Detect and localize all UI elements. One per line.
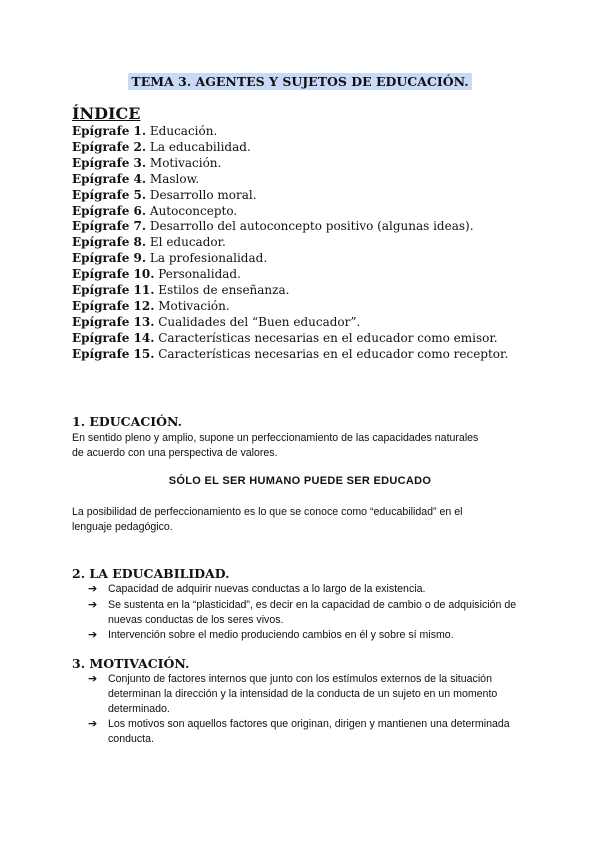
index-item	[72, 156, 508, 172]
index-item-text: Personalidad.	[154, 267, 241, 282]
index-item-label: Epígrafe 7.	[72, 219, 147, 234]
index-item-label: Epígrafe 8.	[72, 235, 147, 250]
index-item	[72, 172, 508, 188]
index-item-text: Características necesarias en el educador como receptor.	[154, 346, 509, 361]
arrow-right-icon: ➔	[88, 673, 98, 685]
index-item-text: Motivación.	[154, 298, 230, 313]
index-item-label: Epígrafe 11.	[72, 283, 155, 298]
index-item-label: Epígrafe 15.	[72, 346, 155, 361]
section-2-heading: 2. LA EDUCABILIDAD.	[72, 566, 230, 581]
section-1-emphasis: SÓLO EL SER HUMANO PUEDE SER EDUCADO	[168, 475, 432, 487]
index-heading: ÍNDICE	[72, 104, 141, 123]
bullet-text: Capacidad de adquirir nuevas conductas a lo largo de la existencia.	[108, 583, 426, 595]
section-1-heading: 1. EDUCACIÓN.	[72, 414, 182, 429]
section-3-bullets	[88, 672, 528, 748]
index-item-text: Cualidades del “Buen educador”.	[154, 314, 361, 329]
bullet-text: Conjunto de factores internos que junto con los estímulos externos de la situación determinan la dirección y la intensidad de la conducta de un sujeto en un momento determinado.	[108, 673, 498, 715]
bullet-text: Intervención sobre el medio produciendo cambios en él y sobre sí mismo.	[108, 629, 454, 642]
index-item-text: La educabilidad.	[146, 139, 251, 154]
index-list	[72, 124, 508, 363]
section-2-bullets	[88, 582, 528, 644]
bullet-text: Los motivos son aquellos factores que originan, dirigen y mantienen una determinada conducta.	[108, 718, 510, 746]
index-item-label: Epígrafe 10.	[72, 267, 155, 282]
bullet-item	[88, 628, 528, 643]
section-3-heading: 3. MOTIVACIÓN.	[72, 656, 190, 671]
index-item-label: Epígrafe 14.	[72, 330, 155, 345]
bullet-item	[88, 598, 528, 628]
index-item-text: Desarrollo del autoconcepto positivo (algunas ideas).	[146, 219, 474, 234]
index-item-label: Epígrafe 5.	[72, 187, 147, 202]
index-item	[72, 188, 508, 204]
arrow-right-icon: ➔	[88, 629, 98, 642]
index-item	[72, 283, 508, 299]
index-item	[72, 140, 508, 156]
bullet-item	[88, 672, 528, 716]
section-1-paragraph-2: La posibilidad de perfeccionamiento es lo que se conoce como “educabilidad” en el lenguaje pedagógico.	[72, 506, 463, 533]
index-item-label: Epígrafe 1.	[72, 124, 147, 138]
arrow-right-icon: ➔	[88, 583, 98, 595]
index-item	[72, 251, 508, 267]
index-item-label: Epígrafe 4.	[72, 171, 147, 186]
index-item	[72, 124, 508, 140]
index-item-label: Epígrafe 13.	[72, 314, 155, 329]
bullet-text: Se sustenta en la “plasticidad”, es decir en la capacidad de cambio o de adquisición de nuevas conductas de los seres vivos.	[108, 598, 517, 626]
index-item-label: Epígrafe 12.	[72, 298, 155, 313]
section-1-paragraph: En sentido pleno y amplio, supone un perfeccionamiento de las capacidades naturales de acuerdo con una perspectiva de valores.	[72, 432, 479, 459]
index-item-text: Características necesarias en el educador como emisor.	[154, 330, 498, 345]
index-item	[72, 299, 508, 315]
index-item-text: Estilos de enseñanza.	[154, 283, 290, 298]
arrow-right-icon: ➔	[88, 718, 98, 731]
index-item-text: Motivación.	[146, 155, 222, 170]
index-item	[72, 347, 508, 363]
index-item-label: Epígrafe 6.	[72, 203, 147, 218]
index-item	[72, 331, 508, 347]
index-item	[72, 219, 508, 235]
arrow-right-icon: ➔	[88, 598, 98, 611]
index-item-text: Desarrollo moral.	[146, 187, 257, 202]
index-item-text: Educación.	[146, 124, 218, 138]
index-item	[72, 267, 508, 283]
bullet-item	[88, 717, 528, 747]
document-title-text: TEMA 3. AGENTES Y SUJETOS DE EDUCACIÓN.	[128, 73, 471, 90]
index-item	[72, 204, 508, 220]
index-item	[72, 315, 508, 331]
document-title	[0, 74, 600, 90]
index-item-text: La profesionalidad.	[146, 251, 268, 266]
index-item-text: Maslow.	[146, 171, 200, 186]
index-item-label: Epígrafe 9.	[72, 251, 147, 266]
index-item-label: Epígrafe 2.	[72, 139, 147, 154]
index-item-text: El educador.	[146, 235, 226, 250]
index-item	[72, 235, 508, 251]
index-item-label: Epígrafe 3.	[72, 155, 147, 170]
bullet-item	[88, 582, 528, 597]
index-item-text: Autoconcepto.	[146, 203, 238, 218]
